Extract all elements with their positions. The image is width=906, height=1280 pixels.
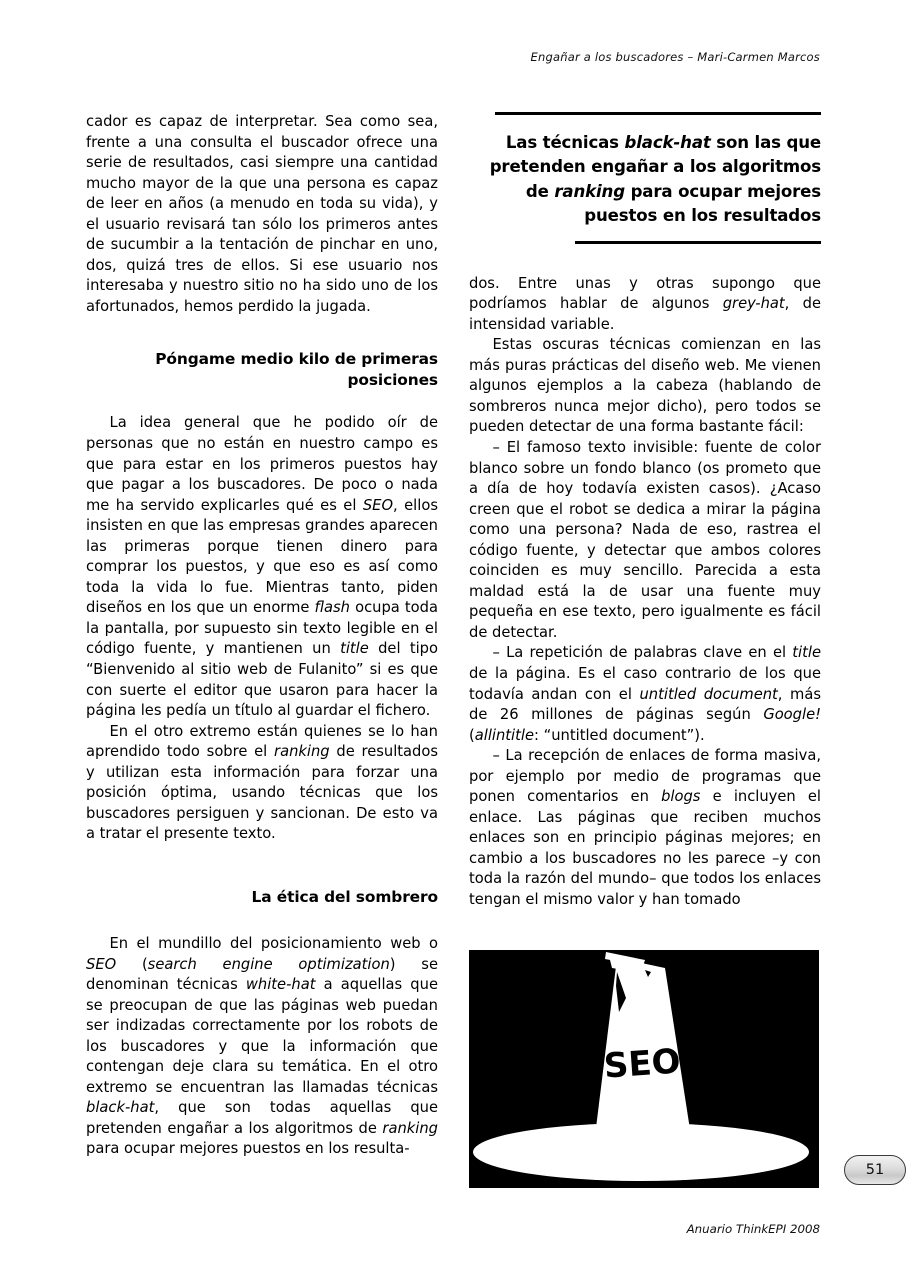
rp1-italic-grey-hat: grey-hat	[722, 295, 785, 313]
list-item-texto-invisible	[469, 438, 821, 643]
running-head: Engañar a los buscadores – Mari-Carmen Marcos	[530, 50, 820, 64]
p4-part5: , que son todas aquellas que pretenden engañar a los algoritmos de	[86, 1099, 438, 1137]
item3-part2: e incluyen el enlace. Las páginas que reciben muchos enlaces son en principio páginas mejores; en cambio a los buscadores no les parece –y con toda la razón del mundo– que todos los enlaces tengan el mismo valor y han tomado	[469, 788, 821, 909]
spacer	[86, 845, 438, 887]
paragraph-continued	[86, 112, 438, 317]
p3-part2: de resultados y utilizan esta información para forzar una posición óptima, usando técnicas que los buscadores persiguen y sancionan. De esto va a tratar el presente texto.	[86, 743, 439, 843]
seo-label-in-image: SEO	[602, 1041, 682, 1087]
p4-italic-white-hat: white-hat	[245, 976, 316, 994]
pullquote-rule-top	[495, 112, 821, 115]
spacer	[86, 391, 438, 413]
list-item-recepcion-enlaces	[469, 746, 821, 910]
pq-italic-ranking: ranking	[554, 181, 625, 201]
item3-italic-blogs: blogs	[661, 788, 701, 806]
pq-italic-black-hat: black-hat	[624, 133, 711, 152]
p2-italic-title: title	[340, 640, 369, 658]
rp1-part2: , de intensidad variable.	[469, 295, 821, 333]
pq-part1: Las técnicas	[505, 133, 625, 152]
item2-part3: , más de 26 millones de páginas según	[469, 685, 821, 724]
pq-part3: para ocupar mejores puestos en los resultados	[584, 181, 821, 226]
item2-part2: de la página. Es el caso contrario de los que todavía andan con el	[469, 665, 821, 703]
page-number-text: 51	[865, 1162, 885, 1178]
paragraph-mundillo	[86, 934, 438, 1160]
p2-part2: , ellos insisten en que las empresas grandes aparecen las primeras porque tienen dinero para comprar los puestos, y que eso es así como toda la vida lo fue. Mientras tanto, piden diseños en los que un enorme	[86, 496, 438, 617]
spacer	[86, 317, 438, 349]
item2-italic-allintitle: allintitle	[474, 726, 535, 744]
page-number-badge	[844, 1155, 906, 1185]
p4-italic-ranking: ranking	[382, 1119, 438, 1137]
paragraph-oscuras-tecnicas	[469, 335, 821, 438]
p4-part2: (	[116, 955, 148, 973]
paragraph-grey-hat	[469, 274, 821, 336]
spacer	[86, 908, 438, 934]
p2-part1: La idea general que he podido oír de personas que no están en nuestro campo es que para estar en los primeros puestos hay que pagar a los buscadores. De poco o nada me ha servido explicarles qué es el	[86, 414, 438, 514]
p3-italic-ranking: ranking	[274, 743, 330, 761]
right-column	[469, 112, 821, 911]
pullquote	[469, 112, 821, 244]
list-item-repeticion-palabras	[469, 643, 821, 746]
paragraph-otro-extremo	[86, 722, 438, 845]
heading-pongame-medio-kilo	[86, 349, 438, 391]
footer	[86, 1222, 820, 1236]
heading-2-text: La ética del sombrero	[251, 887, 438, 906]
item3-part1: – La recepción de enlaces de forma masiva, por ejemplo por medio de programas que ponen comentarios en	[469, 747, 821, 806]
footer-text: Anuario ThinkEPI 2008	[686, 1222, 820, 1236]
rp2-text: Estas oscuras técnicas comienzan en las más puras prácticas del diseño web. Me vienen algunos ejemplos a la cabeza (hablando de sombreros nunca mejor dicho), pero todos se pueden detectar de una forma bastante fácil:	[469, 336, 821, 436]
heading-la-etica-del-sombrero	[86, 887, 438, 908]
item2-part4: (	[469, 726, 475, 744]
hat-figure-svg	[469, 950, 819, 1188]
paragraph-continued-text: cador es capaz de interpretar. Sea como sea, frente a una consulta el buscador ofrece una serie de resultados, casi siempre una cantidad mucho mayor de la que una persona es capaz de leer en años (a menudo en toda su vida), y el usuario revisará tan sólo los primeros antes de sucumbir a la tentación de pinchar en uno, dos, quizá tres de ellos. Si ese usuario nos interesaba y nuestro sitio no ha sido uno de los afortunados, hemos perdido la jugada.	[86, 113, 438, 315]
p4-part4: a aquellas que se preocupan de que las páginas web puedan ser indizadas correctamente por los robots de los buscadores y que la información que contengan deje clara su temática. En el otro extremo se encuentran las llamadas técnicas	[86, 976, 438, 1096]
paragraph-idea-general	[86, 413, 438, 721]
p4-part3: ) se denominan técnicas	[86, 955, 438, 994]
p4-italic-seo: SEO	[86, 955, 117, 973]
rp1-part1: dos. Entre unas y otras supongo que podríamos hablar de algunos	[469, 274, 821, 313]
spacer	[469, 244, 821, 274]
item2-italic-untitled-document: untitled document	[639, 685, 778, 703]
p2-part3: ocupa toda la pantalla, por supuesto sin texto legible en el código fuente, y mantienen un	[86, 599, 438, 658]
p2-italic-flash: flash	[314, 599, 350, 617]
p4-italic-search-engine-optimization: search engine optimization	[147, 955, 390, 973]
p2-part4: del tipo “Bienvenido al sitio web de Fulanito” si es que con suerte el editor que usaron para hacer la página les pedía un título al guardar el fichero.	[86, 640, 438, 720]
p4-italic-black-hat: black-hat	[86, 1099, 155, 1117]
item2-italic-google: Google!	[763, 706, 821, 724]
pullquote-text	[469, 131, 821, 229]
p3-part1: En el otro extremo están quienes se lo han aprendido todo sobre el	[86, 722, 438, 761]
p4-part6: para ocupar mejores puestos en los resulta-	[86, 1140, 410, 1158]
item2-italic-title: title	[792, 644, 821, 662]
p4-part1: En el mundillo del posicionamiento web o	[109, 934, 438, 952]
heading-1-text: Póngame medio kilo de primeras posiciones	[155, 350, 438, 390]
pq-part2: son las que pretenden engañar a los algoritmos de	[489, 133, 821, 201]
item2-part5: : “untitled document”).	[534, 726, 705, 744]
item1-text: – El famoso texto invisible: fuente de color blanco sobre un fondo blanco (os prometo que a día de hoy todavía existen casos). ¿Acaso creen que el robot se dedica a mirar la página como una persona? Nada de eso, rastrea el código fuente, y detectar que ambos colores coinciden es muy sencillo. Parecida a esta maldad está la de usar una fuente muy pequeña en ese texto, pero igualmente es fácil de detectar.	[469, 439, 821, 641]
witch-hat-seo-illustration	[469, 950, 819, 1188]
p2-italic-seo: SEO	[362, 496, 394, 514]
item2-part1: – La repetición de palabras clave en el	[492, 644, 793, 662]
left-column	[86, 112, 438, 1160]
